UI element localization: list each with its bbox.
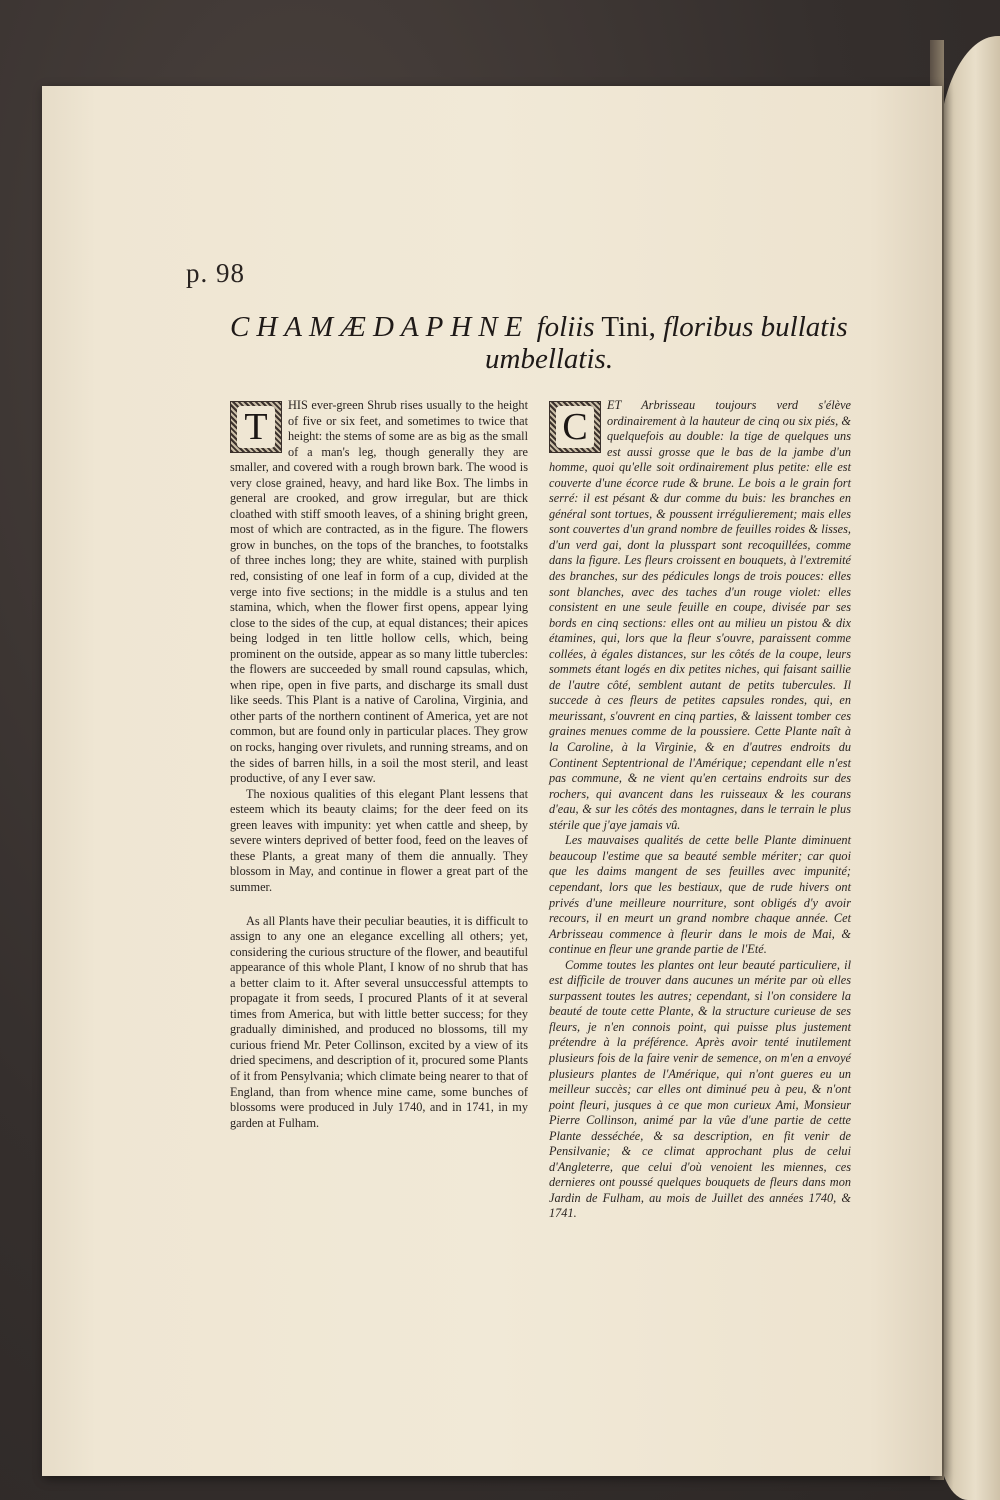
title-italic-2: floribus bullatis	[663, 311, 848, 343]
english-paragraph: HIS ever-green Shrub rises usually to the height of five or six feet, and sometimes to twice that height: the stems of some are as big as the small of a man's leg, though generally they are smaller, and covered with a rough brown bark. The wood is very close grained, heavy, and hard like Box. The limbs in general are crooked, and grow irregular, but are thick cloathed with stiff smooth leaves, of a shining bright green, most of which are contracted, as in the figure. The flowers grow in bunches, on the tops of the branches, to footstalks of three inches long; they are white, stained with purplish red, consisting of one leaf in form of a cup, divided at the verge into five sections; in the middle is a stulus and ten stamina, which, when the flower first opens, appear lying close to the sides of the cup, at equal distances; their apices being lodged in ten little hollow cells, which, being prominent on the outside, appear as so many little tubercles: the flowers are succeeded by small round capsulas, which, when ripe, open in five parts, and discharge its small dust like seeds. This Plant is a native of Carolina, Virginia, and other parts of the northern continent of America, yet are not common, but are found only in particular places. They grow on rocks, hanging over rivulets, and running streams, and on the sides of barren hills, in a soil the most steril, and least productive, of any I ever saw.	[230, 398, 528, 786]
french-column	[549, 398, 851, 1222]
page-title	[230, 310, 870, 374]
next-page-curl	[938, 36, 1000, 1500]
title-genus: CHAMÆDAPHNE	[230, 311, 530, 343]
initial-letter: T	[237, 406, 275, 448]
title-line-2: umbellatis.	[485, 343, 614, 375]
french-paragraph: ET Arbrisseau toujours verd s'élève ordinairement à la hauteur de cinq ou six piés, & quelquefois au double: la tige de quelques uns est aussi grosse que le bas de la jambe d'un homme, quoi qu'elle soit ordinairement plus petite: elle est couverte d'une écorce rude & brune. Le bois a le grain fort serré: il est pésant & dur comme du buis: les branches en général sont tortues, & poussent irrégulierement; mais elles sont couvertes d'un grand nombre de feuilles roides & lisses, d'un verd gai, dont la plusspart sont recoquillées, comme dans la figure. Les fleurs croissent en bouquets, à l'extremité des branches, sur des pédicules longs de trois pouces: elles sont blanches, avec des taches d'un rouge violet: elles consistent en une seule feuille en coupe, divisée par ses bords en cinq sections: elles ont au milieu un pistou & dix étamines, qui, lors que la fleur s'ouvre, paraissent comme collées, à égales distances, sur les côtés de la coupe, leurs sommets étant logés en dix petites niches, qui faisant saillie de l'autre côté, semblent autant de petits tubercules. Il succede à ces fleurs de petites capsules rondes, qui, en meurissant, s'ouvrent en cinq parties, & laissent tomber ces graines menues comme de la poussiere. Cette Plante naît à la Caroline, à la Virginie, & en d'autres endroits du Continent Septentrional de l'Amérique; cependant elle n'est pas commune, & ne vient qu'en certains endroits sur des rochers, qui avancent dans les ruisseaux & les courans d'eau, & sur les côtés des montagnes, dans le terrain le plus stérile que j'aye jamais vû.	[549, 398, 851, 832]
initial-letter: C	[556, 406, 594, 448]
english-column	[230, 398, 528, 1131]
english-paragraph: The noxious qualities of this elegant Plant lessens that esteem which its beauty claims; for the deer feed on its green leaves with impunity: yet when cattle and sheep, by severe winters deprived of better food, feed on the leaves of these Plants, a great many of them die annually. They blossom in May, and continue in flower a great part of the summer.	[230, 786, 528, 894]
english-paragraph: As all Plants have their peculiar beauties, it is difficult to assign to any one an elegance excelling all others; yet, considering the curious structure of the flower, and beautiful appearance of this whole Plant, I know of no shrub that has a better claim to it. After several unsuccessful attempts to propagate it from seeds, I procured Plants of it at several times from America, but with little better success; for they gradually diminished, and produced no blossoms, till my curious friend Mr. Peter Collinson, excited by a view of its dried specimens, and description of it, procured some Plants of it from Pensylvania; which climate being nearer to that of England, than from whence mine came, some bunches of blossoms were produced in July 1740, and in 1741, in my garden at Fulham.	[230, 913, 528, 1130]
title-roman: Tini,	[601, 311, 656, 343]
french-paragraph: Comme toutes les plantes ont leur beauté particuliere, il est difficile de trouver dans aucunes un mérite par où elles surpassent toutes les autres; cependant, si l'on considere la beauté de toute cette Plante, & la structure curieuse de ses fleurs, je n'en connois point, qui puisse plus justement prétendre à la préférence. Après avoir tenté inutilement plusieurs fois de la faire venir de semence, on m'en a envoyé plusieurs plantes de l'Amérique, qui n'ont gueres eu un meilleur succès; car elles ont diminué peu à peu, & n'ont point fleuri, jusques à ce que mon curieux Ami, Monsieur Pierre Collinson, animé par la vûe d'une partie de cette Plante desséchée, & sa description, en fit venir de Pensilvanie; & ce climat approchant plus de celui d'Angleterre, que celui d'où venoient les miennes, ces dernieres ont poussé quelques bouquets de fleurs dans mon Jardin de Fulham, au mois de Juillet des années 1740, & 1741.	[549, 957, 851, 1221]
title-italic-1: foliis	[536, 311, 595, 343]
decorated-initial-t	[230, 401, 282, 453]
page-number: p. 98	[186, 258, 245, 288]
decorated-initial-c	[549, 401, 601, 453]
french-paragraph: Les mauvaises qualités de cette belle Plante diminuent beaucoup l'estime que sa beauté semble mériter; car quoi que les daims mangent de ses feuilles avec impunité; cependant, lors que les bestiaux, que de rude hivers ont privés d'une meilleure nourriture, sont obligés d'y avoir recours, il en meurt un grand nombre chaque année. Cet Arbrisseau commence à fleurir dans le mois de Mai, & continue en fleur une grande partie de l'Eté.	[549, 833, 851, 957]
